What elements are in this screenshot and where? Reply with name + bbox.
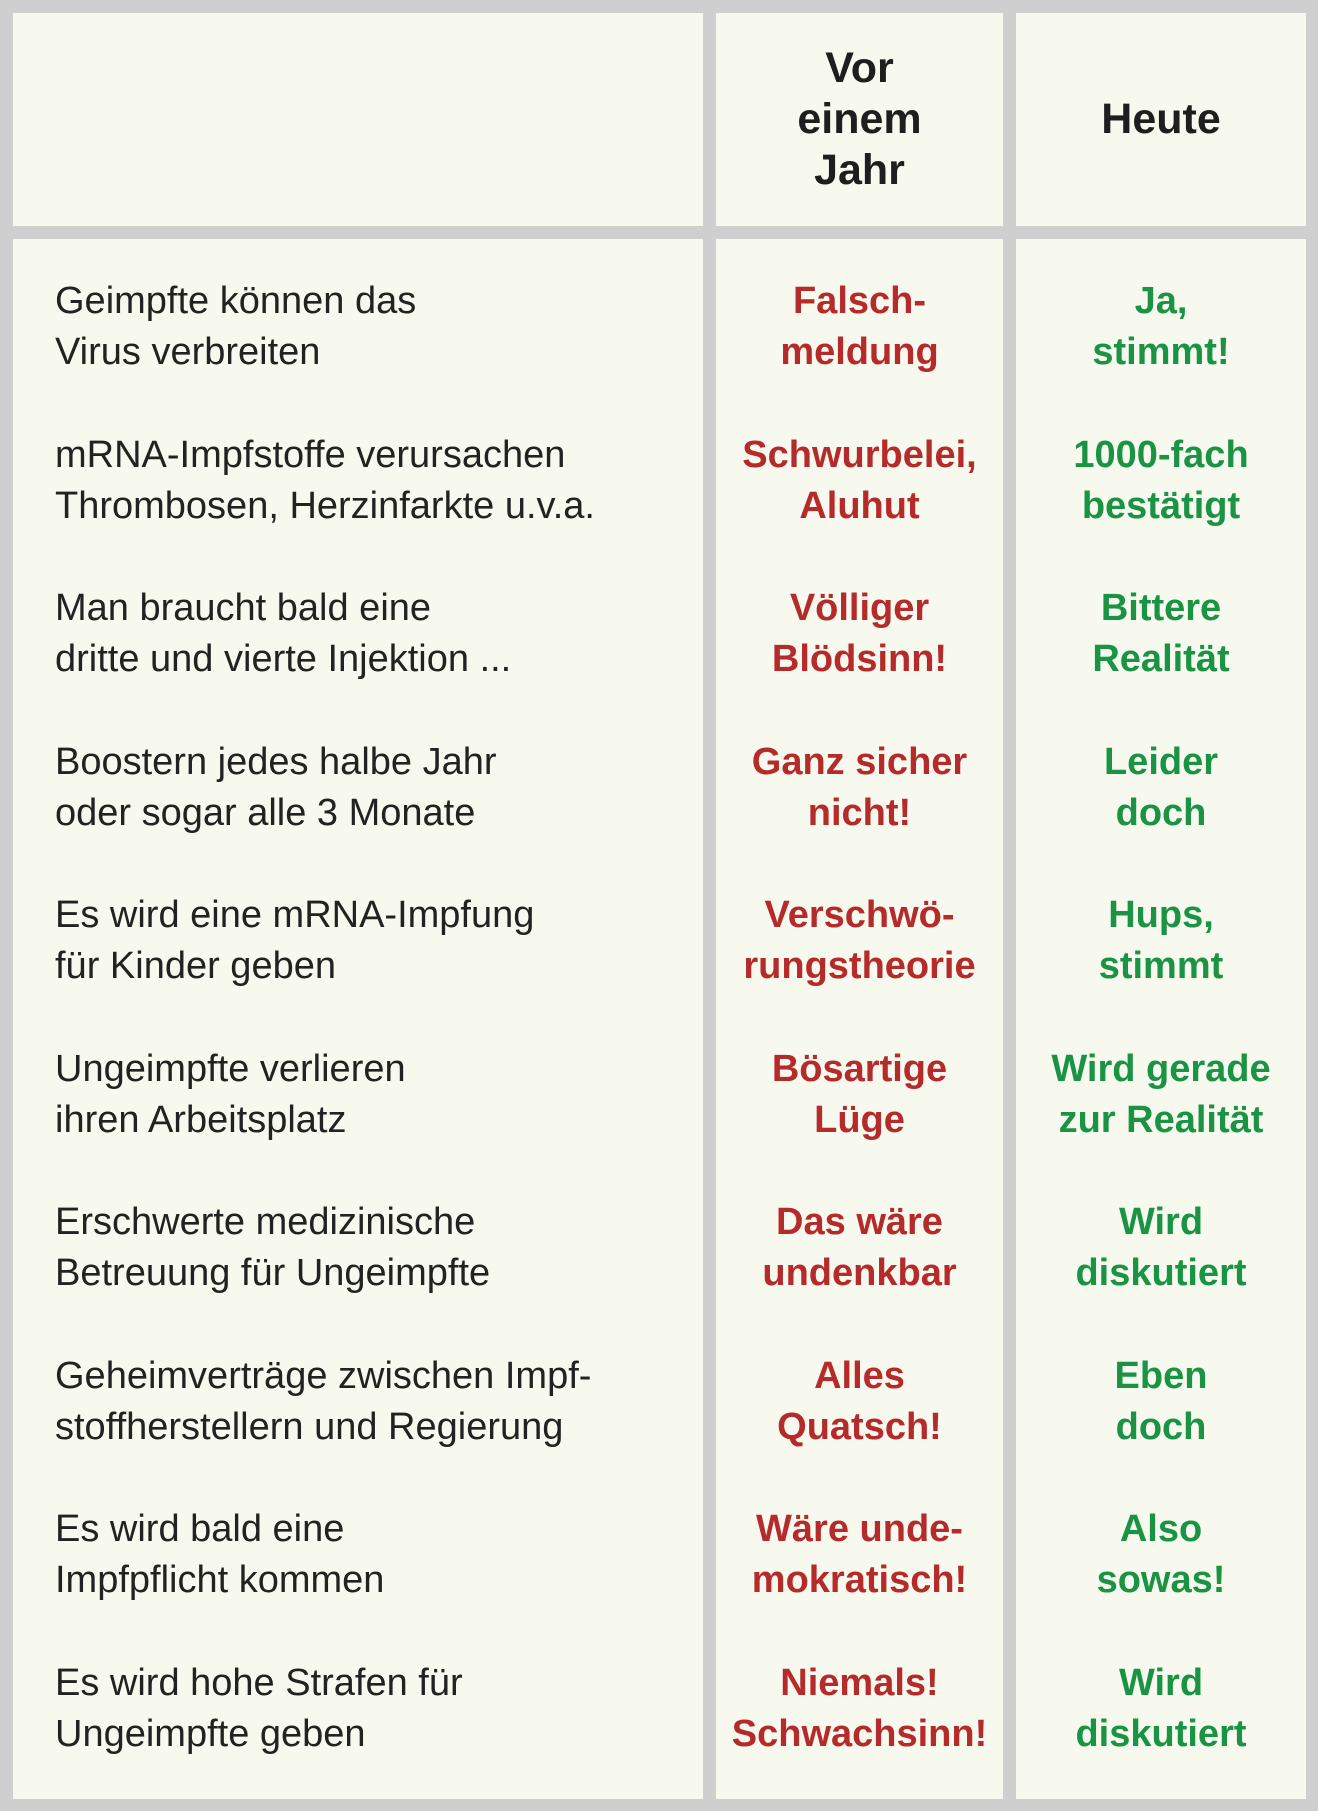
- now-verdict: Wird diskutiert: [1075, 1201, 1247, 1294]
- past-verdict: Alles Quatsch!: [777, 1354, 942, 1448]
- past-verdict: Falsch- meldung: [780, 280, 939, 373]
- header-now-label: Heute: [1101, 95, 1221, 143]
- statement-text: Es wird eine mRNA-Impfung für Kinder geben: [55, 894, 535, 987]
- past-verdict: Schwurbelei, Aluhut: [742, 433, 977, 527]
- past-verdict: Wäre unde- mokratisch!: [751, 1508, 968, 1601]
- statement-text: Es wird bald eine Impfpflicht kommen: [55, 1508, 385, 1601]
- statement-text: Geheimverträge zwischen Impf- stoffherstellern und Regierung: [55, 1354, 592, 1448]
- now-column: [1016, 239, 1306, 1799]
- header-past-label: Vor einem Jahr: [797, 44, 922, 194]
- statement-text: Geimpfte können das Virus verbreiten: [55, 280, 417, 373]
- statements-column: [13, 239, 703, 1799]
- statement-text: Erschwerte medizinische Betreuung für Ungeimpfte: [55, 1201, 491, 1294]
- now-verdict: Leider doch: [1103, 740, 1219, 834]
- header-past-cell: [716, 13, 1003, 226]
- now-verdict: Hups, stimmt: [1098, 894, 1224, 987]
- past-verdict: Niemals! Schwachsinn!: [731, 1661, 988, 1755]
- statement-text: Boostern jedes halbe Jahr oder sogar alle 3 Monate: [55, 740, 497, 834]
- past-column: [716, 239, 1003, 1799]
- now-verdict: 1000-fach bestätigt: [1073, 433, 1249, 527]
- now-verdict: Bittere Realität: [1092, 587, 1230, 680]
- past-verdict: Das wäre undenkbar: [762, 1201, 957, 1294]
- statement-text: mRNA-Impfstoffe verursachen Thrombosen, Herzinfarkte u.v.a.: [55, 433, 595, 527]
- now-verdict: Wird diskutiert: [1075, 1661, 1247, 1755]
- now-verdict: Eben doch: [1114, 1354, 1208, 1448]
- header-now-cell: [1016, 13, 1306, 226]
- statement-text: Es wird hohe Strafen für Ungeimpfte geben: [55, 1661, 463, 1755]
- now-verdict: Also sowas!: [1096, 1508, 1226, 1601]
- past-verdict: Bösartige Lüge: [771, 1047, 948, 1141]
- statement-text: Ungeimpfte verlieren ihren Arbeitsplatz: [55, 1047, 406, 1141]
- past-verdict: Ganz sicher nicht!: [751, 740, 968, 834]
- statement-text: Man braucht bald eine dritte und vierte Injektion ...: [55, 587, 512, 680]
- now-verdict: Ja, stimmt!: [1092, 280, 1230, 373]
- now-verdict: Wird gerade zur Realität: [1051, 1047, 1271, 1141]
- past-verdict: Völliger Blödsinn!: [771, 587, 948, 680]
- header-empty-cell: [13, 13, 703, 226]
- past-verdict: Verschwö- rungstheorie: [743, 894, 976, 987]
